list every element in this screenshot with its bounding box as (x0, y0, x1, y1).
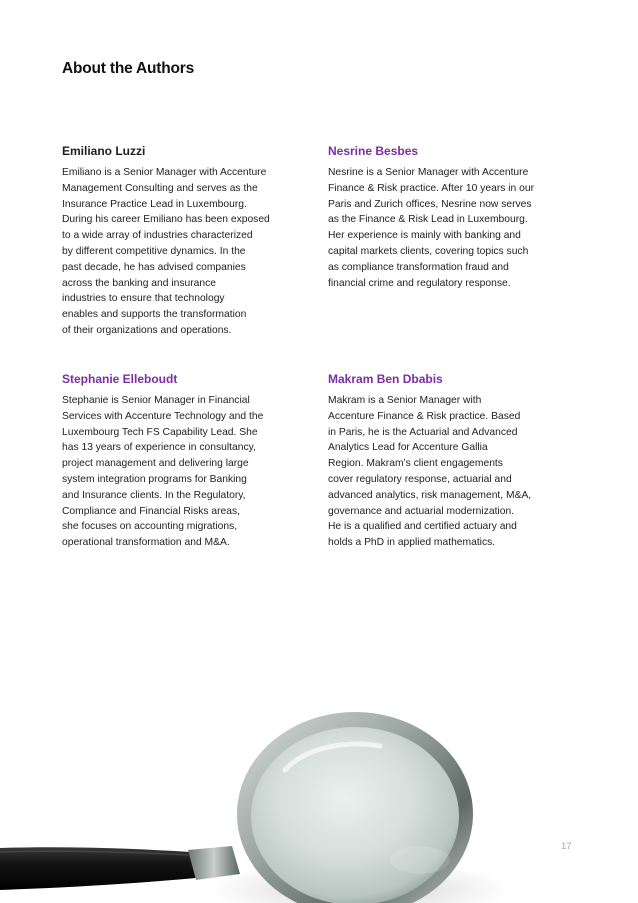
bio-line: Emiliano is a Senior Manager with Accenture (62, 167, 267, 178)
bio-line: Makram is a Senior Manager with (328, 395, 482, 406)
bio-line: has 13 years of experience in consultancy, (62, 442, 256, 454)
bio-line: in Paris, he is the Actuarial and Advanced (328, 426, 518, 438)
bio-line: system integration programs for Banking (62, 473, 247, 485)
bio-line: enables and supports the transformation (62, 309, 247, 321)
bio-line: past decade, he has advised companies (62, 261, 246, 273)
bio-line: Stephanie is Senior Manager in Financial (62, 395, 250, 406)
page-title: About the Authors (62, 60, 195, 77)
author-bio (328, 393, 564, 551)
bio-line: Insurance Practice Lead in Luxembourg. (62, 198, 247, 210)
bio-line: across the banking and insurance (62, 277, 216, 289)
author-block-makram-ben-dbabis (328, 372, 564, 551)
author-block-emiliano-luzzi (62, 144, 298, 339)
author-bio (328, 165, 564, 291)
author-name: Makram Ben Dbabis (328, 372, 443, 386)
bio-line: Paris and Zurich offices, Nesrine now serves (328, 198, 532, 210)
author-name: Emiliano Luzzi (62, 144, 146, 158)
bio-line: of their organizations and operations. (62, 324, 232, 336)
bio-line: Finance & Risk practice. After 10 years in our (328, 182, 535, 194)
bio-line: Analytics Lead for Accenture Gallia (328, 442, 488, 454)
bio-line: she focuses on accounting migrations, (62, 521, 238, 533)
bio-line: as compliance transformation fraud and (328, 261, 509, 273)
magnifying-glass-image (0, 700, 638, 903)
bio-line: Her experience is mainly with banking and (328, 230, 521, 242)
bio-line: as the Finance & Risk Lead in Luxembourg. (328, 214, 528, 226)
bio-line: and Insurance clients. In the Regulatory, (62, 489, 246, 501)
bio-line: holds a PhD in applied mathematics. (328, 537, 496, 549)
bio-line: to a wide array of industries characterized (62, 230, 253, 242)
bio-line: Nesrine is a Senior Manager with Accenture (328, 167, 529, 178)
bio-line: Luxembourg Tech FS Capability Lead. She (62, 426, 258, 438)
bio-line: Compliance and Financial Risks areas, (62, 505, 240, 517)
bio-line: advanced analytics, risk management, M&A, (328, 489, 532, 501)
bio-line: Services with Accenture Technology and the (62, 410, 264, 422)
bio-line: governance and actuarial modernization. (328, 505, 515, 517)
page-number: 17 (561, 841, 572, 852)
bio-line: cover regulatory response, actuarial and (328, 473, 512, 485)
bio-line: Management Consulting and serves as the (62, 182, 258, 194)
bio-line: industries to ensure that technology (62, 293, 225, 305)
bio-line: He is a qualified and certified actuary and (328, 521, 517, 533)
bio-line: capital markets clients, covering topics such (328, 245, 529, 257)
bio-line: Accenture Finance & Risk practice. Based (328, 410, 521, 422)
bio-line: financial crime and regulatory response. (328, 277, 511, 289)
bio-line: operational transformation and M&A. (62, 537, 230, 549)
author-name: Stephanie Elleboudt (62, 372, 178, 386)
author-block-nesrine-besbes (328, 144, 564, 291)
author-name: Nesrine Besbes (328, 144, 419, 158)
bio-line: project management and delivering large (62, 458, 249, 470)
bio-line: by different competitive dynamics. In the (62, 245, 246, 257)
author-bio (62, 165, 298, 339)
author-block-stephanie-elleboudt (62, 372, 298, 551)
bio-line: During his career Emiliano has been exposed (62, 214, 270, 226)
author-bio (62, 393, 298, 551)
bio-line: Region. Makram’s client engagements (328, 458, 503, 470)
